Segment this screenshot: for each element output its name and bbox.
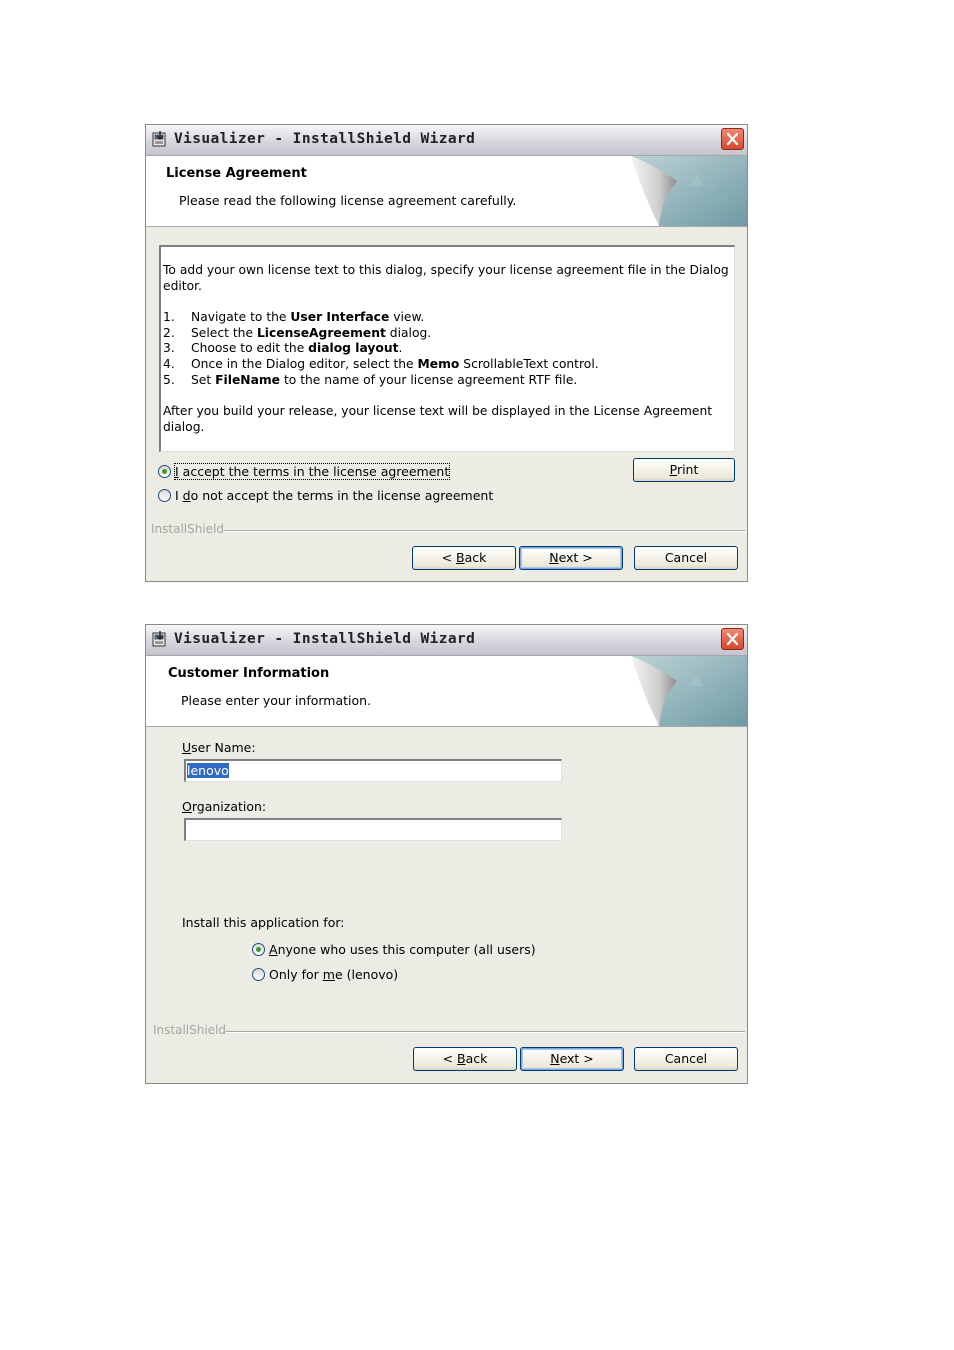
installer-icon [151, 130, 169, 148]
step-text: Once in the Dialog editor, select the Memo ScrollableText control. [191, 356, 599, 371]
installshield-brand: InstallShield [151, 522, 225, 536]
only-me-radio[interactable] [252, 967, 398, 982]
next-button[interactable]: Next > [520, 1047, 624, 1071]
license-step [163, 373, 732, 389]
cancel-button[interactable]: Cancel [634, 546, 738, 570]
wizard-header [146, 656, 747, 727]
organization-label: Organization: [182, 799, 267, 814]
accept-terms-label: I accept the terms in the license agreement [175, 464, 450, 479]
page-curl-art [617, 156, 747, 226]
installer-icon [151, 630, 169, 648]
customer-information-dialog [145, 624, 748, 1084]
only-me-label: Only for me (lenovo) [269, 967, 399, 982]
installshield-brand: InstallShield [153, 1023, 227, 1037]
license-intro: To add your own license text to this dialog, specify your license agreement file in the Dialog editor. [163, 263, 729, 293]
radio-unselected-icon [158, 489, 171, 502]
all-users-label: Anyone who uses this computer (all users) [269, 942, 536, 957]
user-name-label: User Name: [182, 740, 256, 755]
user-name-input[interactable] [184, 759, 562, 782]
license-steps [163, 310, 732, 388]
step-text: Choose to edit the dialog layout. [191, 341, 403, 356]
license-step [163, 310, 732, 326]
license-outro: After you build your release, your license text will be displayed in the License Agreement dialog. [163, 404, 713, 434]
step-number: 2. [163, 325, 175, 340]
brand-divider [224, 530, 745, 532]
decline-terms-label: I do not accept the terms in the license agreement [175, 488, 494, 503]
accept-terms-radio[interactable] [158, 464, 449, 479]
license-agreement-dialog [145, 124, 748, 582]
radio-unselected-icon [252, 968, 265, 981]
step-number: 3. [163, 341, 175, 356]
install-for-label: Install this application for: [182, 915, 345, 930]
user-name-value: lenovo [187, 763, 229, 778]
step-text: Set FileName to the name of your license agreement RTF file. [191, 372, 578, 387]
title-bar[interactable] [146, 625, 747, 656]
close-button[interactable] [721, 128, 744, 150]
back-button[interactable]: < Back [413, 1047, 517, 1071]
step-number: 5. [163, 372, 175, 387]
back-button[interactable]: < Back [412, 546, 516, 570]
close-button[interactable] [721, 628, 744, 650]
title-bar[interactable] [146, 125, 747, 156]
window-title: Visualizer - InstallShield Wizard [174, 631, 476, 647]
license-step [163, 357, 732, 373]
brand-divider [226, 1031, 745, 1033]
print-button[interactable]: Print [633, 458, 735, 482]
header-subtitle: Please enter your information. [181, 693, 372, 708]
all-users-radio[interactable] [252, 942, 536, 957]
close-icon [726, 132, 739, 146]
next-button[interactable]: Next > [519, 546, 623, 570]
header-subtitle: Please read the following license agreement carefully. [179, 193, 517, 208]
header-title: Customer Information [168, 666, 330, 681]
cancel-button[interactable]: Cancel [634, 1047, 738, 1071]
radio-selected-icon [252, 943, 265, 956]
step-number: 4. [163, 356, 175, 371]
window-title: Visualizer - InstallShield Wizard [174, 131, 476, 147]
wizard-header [146, 156, 747, 227]
organization-input[interactable] [184, 818, 562, 841]
header-title: License Agreement [166, 166, 307, 181]
license-step [163, 326, 732, 342]
page-curl-art [617, 656, 747, 726]
decline-terms-radio[interactable] [158, 488, 493, 503]
license-step [163, 341, 732, 357]
close-icon [726, 632, 739, 646]
step-text: Select the LicenseAgreement dialog. [191, 325, 432, 340]
license-text-box[interactable] [159, 245, 735, 452]
step-text: Navigate to the User Interface view. [191, 310, 425, 325]
radio-selected-icon [158, 465, 171, 478]
step-number: 1. [163, 310, 175, 325]
